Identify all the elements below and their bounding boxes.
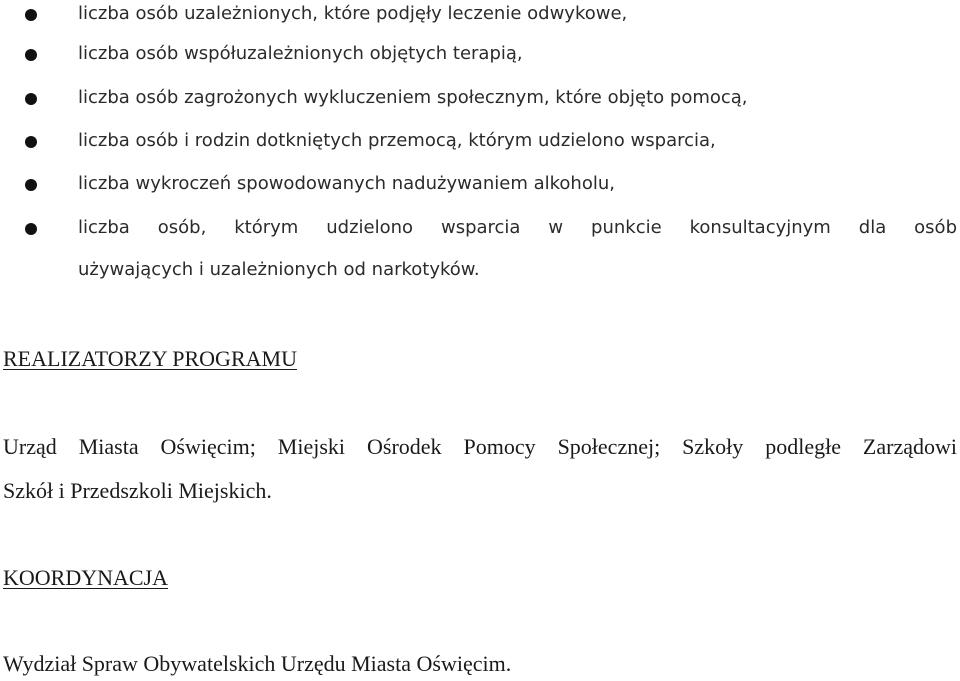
implementers-text-line1: Urząd Miasta Oświęcim; Miejski Ośrodek Pomocy Społecznej; Szkoły podległe Zarządowi bbox=[3, 434, 957, 459]
implementers-text-line2: Szkół i Przedszkoli Miejskich. bbox=[3, 478, 272, 503]
list-item-text: liczba osób uzależnionych, które podjęły leczenie odwykowe, bbox=[78, 3, 628, 24]
list-item-continuation: używających i uzależnionych od narkotyków. bbox=[78, 259, 480, 280]
bullet-icon bbox=[25, 136, 37, 148]
list-item bbox=[0, 42, 960, 66]
coordination-text: Wydział Spraw Obywatelskich Urzędu Miasta Oświęcim. bbox=[3, 651, 512, 676]
list-item-text: liczba osób, którym udzielono wsparcia w punkcie konsultacyjnym dla osób bbox=[78, 217, 957, 238]
bullet-icon bbox=[25, 9, 37, 21]
list-item-text: liczba wykroczeń spowodowanych nadużywaniem alkoholu, bbox=[78, 173, 615, 194]
list-item bbox=[0, 129, 960, 153]
list-item bbox=[0, 172, 960, 196]
list-item bbox=[0, 2, 960, 26]
list-item-text: liczba osób i rodzin dotkniętych przemocą, którym udzielono wsparcia, bbox=[78, 130, 716, 151]
implementers-heading: REALIZATORZY PROGRAMU bbox=[3, 346, 297, 371]
bullet-icon bbox=[25, 49, 37, 61]
list-item-text: liczba osób zagrożonych wykluczeniem społecznym, które objęto pomocą, bbox=[78, 87, 748, 108]
bullet-icon bbox=[25, 93, 37, 105]
bullet-icon bbox=[25, 223, 37, 235]
bullet-icon bbox=[25, 179, 37, 191]
list-item-text: liczba osób współuzależnionych objętych terapią, bbox=[78, 43, 523, 64]
list-item bbox=[0, 86, 960, 110]
coordination-heading: KOORDYNACJA bbox=[3, 565, 169, 590]
list-item bbox=[0, 216, 960, 240]
